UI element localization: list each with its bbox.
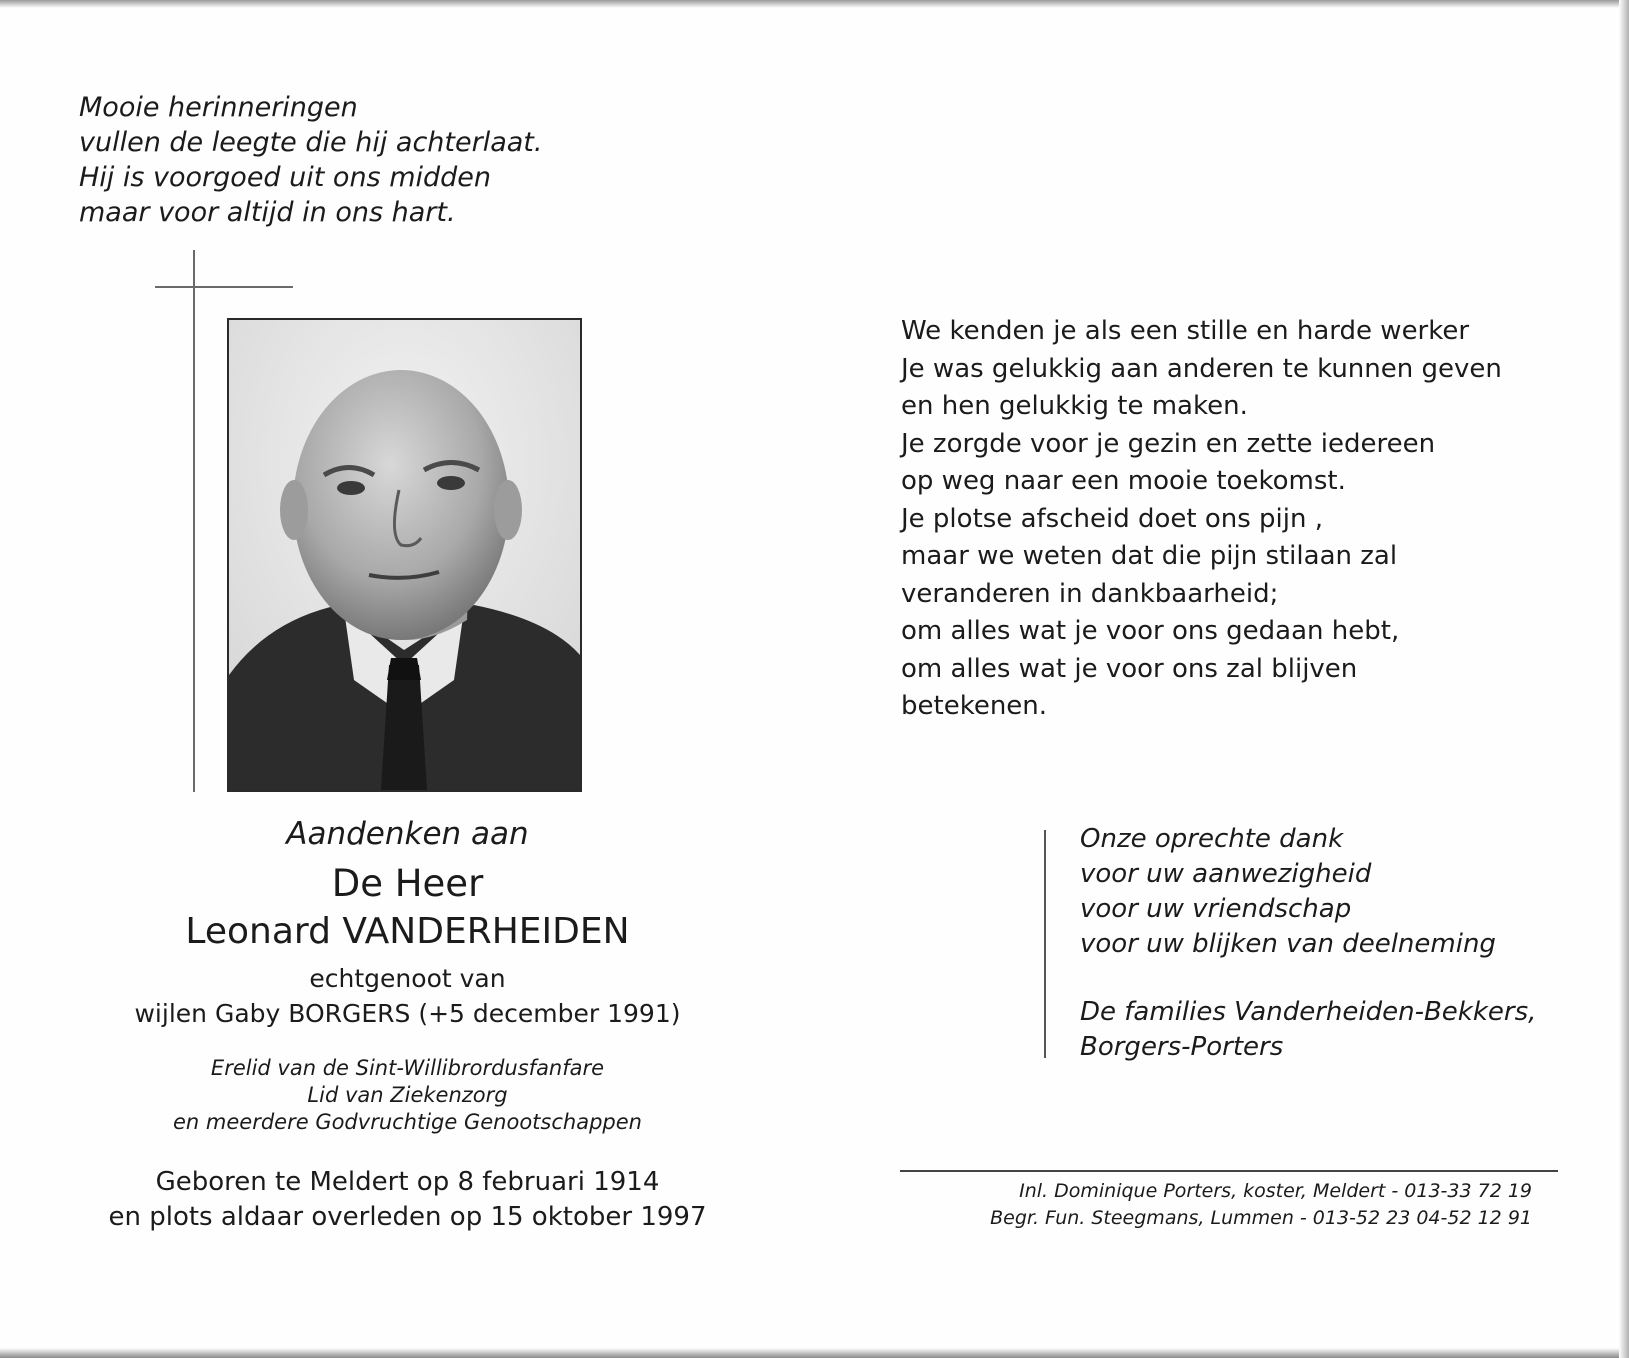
birth-line: Geboren te Meldert op 8 februari 1914 — [155, 1167, 660, 1197]
contact-line: Begr. Fun. Steegmans, Lummen - 013-52 23 04-52 12 91 — [990, 1207, 1532, 1229]
verse-line: Je zorgde voor je gezin en zette iedereen — [901, 428, 1436, 459]
verse-line: betekenen. — [901, 691, 1048, 721]
thanks-line: voor uw aanwezigheid — [1080, 859, 1372, 889]
thanks-divider — [1044, 830, 1046, 1058]
verse-line: en hen gelukkig te maken. — [901, 391, 1248, 421]
verse-line: Mooie herinneringen — [79, 92, 358, 123]
verse-line: Je was gelukkig aan anderen te kunnen geven — [901, 353, 1502, 384]
verse-line: Je plotse afscheid doet ons pijn , — [901, 503, 1323, 534]
memberships — [100, 1055, 715, 1136]
spouse-name: wijlen Gaby BORGERS (+5 december 1991) — [134, 999, 681, 1028]
footer-contacts — [900, 1178, 1532, 1232]
verse-line: op weg naar een mooie toekomst. — [901, 466, 1346, 496]
scan-edge-bottom — [0, 1348, 1629, 1358]
verse-line: Hij is voorgoed uit ons midden — [79, 162, 492, 193]
verse-line: maar voor altijd in ons hart. — [79, 197, 456, 228]
portrait-illustration — [229, 320, 580, 790]
membership-line: en meerdere Godvruchtige Genootschappen — [173, 1110, 642, 1134]
cross-icon — [193, 250, 195, 792]
scan-edge-right — [1619, 0, 1629, 1358]
cross-icon-bar — [155, 286, 293, 288]
contact-line: Inl. Dominique Porters, koster, Meldert - 013-33 72 19 — [1019, 1180, 1532, 1202]
deceased-name: Leonard VANDERHEIDEN — [185, 911, 630, 952]
membership-line: Erelid van de Sint-Willibrordusfanfare — [210, 1056, 605, 1080]
thanks-block — [1080, 822, 1496, 962]
verse-line: om alles wat je voor ons zal blijven — [901, 653, 1358, 684]
footer-divider — [900, 1170, 1558, 1172]
family-line: Borgers-Porters — [1080, 1032, 1284, 1062]
thanks-line: Onze oprechte dank — [1080, 824, 1344, 854]
spouse-intro: echtgenoot van — [309, 964, 506, 993]
families-signature — [1080, 995, 1536, 1065]
thanks-line: voor uw blijken van deelneming — [1080, 929, 1496, 959]
tribute-verse — [901, 313, 1502, 726]
verse-line: maar we weten dat die pijn stilaan zal — [901, 541, 1398, 571]
verse-line: vullen de leegte die hij achterlaat. — [79, 127, 543, 158]
honorific: De Heer — [331, 862, 484, 905]
thanks-line: voor uw vriendschap — [1080, 894, 1352, 924]
family-line: De families Vanderheiden-Bekkers, — [1080, 997, 1537, 1027]
opening-verse — [79, 90, 542, 230]
verse-line: veranderen in dankbaarheid; — [901, 578, 1279, 609]
verse-line: We kenden je als een stille en harde werker — [901, 316, 1470, 346]
death-line: en plots aldaar overleden op 15 oktober 1997 — [108, 1202, 707, 1232]
scan-edge-top — [0, 0, 1629, 8]
remembrance-heading: Aandenken aan — [286, 816, 529, 852]
life-dates — [100, 1165, 715, 1235]
membership-line: Lid van Ziekenzorg — [307, 1083, 508, 1107]
verse-line: om alles wat je voor ons gedaan hebt, — [901, 616, 1400, 646]
portrait-photo — [227, 318, 582, 792]
